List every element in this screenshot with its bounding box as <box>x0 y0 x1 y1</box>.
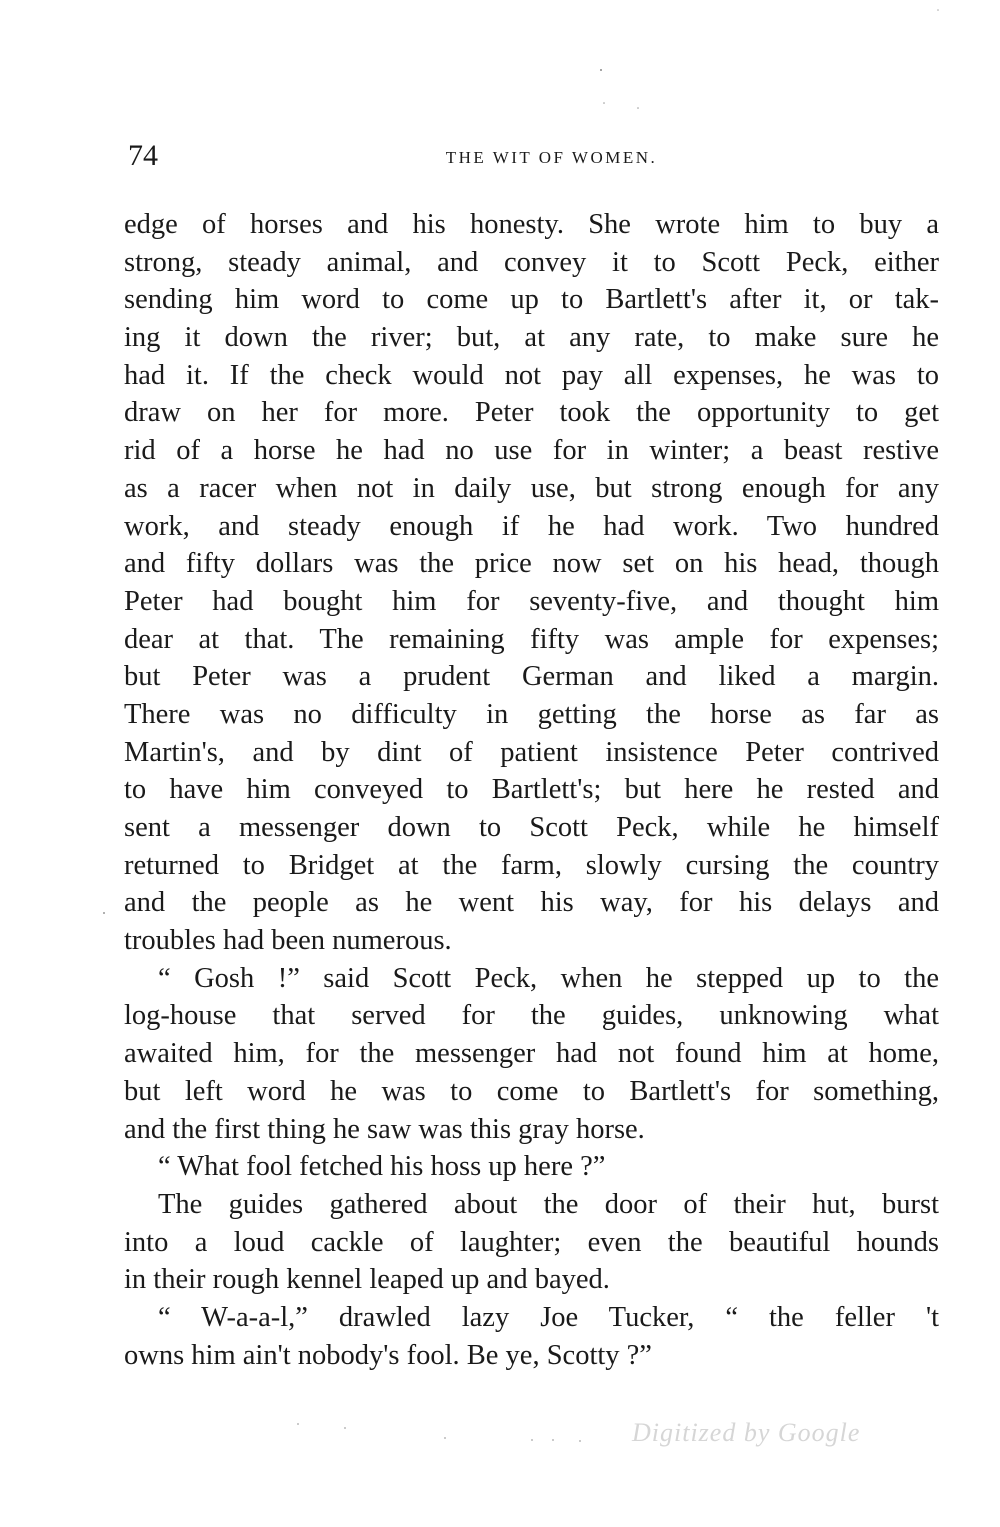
scan-speck <box>552 1439 554 1441</box>
text-line: and the people as he went his way, for his delays and <box>124 887 939 919</box>
text-line: edge of horses and his honesty. She wrote him to buy a <box>124 209 939 240</box>
scan-speck <box>637 107 639 109</box>
text-line: and the first thing he saw was this gray horse. <box>124 1113 645 1145</box>
body-text <box>124 206 939 1374</box>
page-header <box>124 136 939 176</box>
text-line: but Peter was a prudent German and liked a margin. <box>124 661 939 693</box>
scan-speck <box>103 912 105 914</box>
page-number: 74 <box>128 139 158 172</box>
scan-speck <box>937 9 939 11</box>
text-line: “ W-a-a-l,” drawled lazy Joe Tucker, “ the feller 't <box>158 1301 939 1333</box>
scan-speck <box>444 1437 446 1439</box>
text-line: strong, steady animal, and convey it to Scott Peck, either <box>124 246 939 278</box>
text-line: sending him word to come up to Bartlett's after it, or tak- <box>124 284 939 316</box>
text-line: awaited him, for the messenger had not found him at home, <box>124 1038 939 1070</box>
digitized-watermark: Digitized by Google <box>632 1418 861 1447</box>
text-line: The guides gathered about the door of their hut, burst <box>158 1188 939 1220</box>
text-line: had it. If the check would not pay all expenses, he was to <box>124 359 939 391</box>
scan-speck <box>531 1439 533 1441</box>
text-line: There was no difficulty in getting the horse as far as <box>124 698 939 730</box>
scan-speck <box>579 1440 581 1442</box>
text-line: dear at that. The remaining fifty was ample for expenses; <box>124 623 939 655</box>
scan-speck <box>344 1427 346 1429</box>
text-line: but left word he was to come to Bartlett's for something, <box>124 1075 939 1107</box>
scan-speck <box>600 69 602 71</box>
text-line: “ Gosh !” said Scott Peck, when he stepped up to the <box>158 962 939 994</box>
text-line: “ What fool fetched his hoss up here ?” <box>158 1151 606 1183</box>
text-line: in their rough kennel leaped up and bayed. <box>124 1264 610 1296</box>
running-title: THE WIT OF WOMEN. <box>445 148 658 167</box>
text-line: troubles had been numerous. <box>124 925 452 957</box>
text-line: and fifty dollars was the price now set on his head, though <box>124 548 939 580</box>
scan-speck <box>297 1423 299 1425</box>
text-line: to have him conveyed to Bartlett's; but here he rested and <box>124 774 939 806</box>
text-line: work, and steady enough if he had work. Two hundred <box>124 510 939 542</box>
text-line: as a racer when not in daily use, but strong enough for any <box>124 472 939 504</box>
text-line: rid of a horse he had no use for in winter; a beast restive <box>124 435 939 467</box>
text-line: owns him ain't nobody's fool. Be ye, Scotty ?” <box>124 1339 652 1371</box>
scan-speck <box>603 102 605 104</box>
text-line: sent a messenger down to Scott Peck, while he himself <box>124 812 939 843</box>
text-line: log-house that served for the guides, unknowing what <box>124 1000 939 1032</box>
text-line: Peter had bought him for seventy-five, and thought him <box>124 585 939 617</box>
text-line: into a loud cackle of laughter; even the beautiful hounds <box>124 1226 939 1258</box>
text-line: draw on her for more. Peter took the opportunity to get <box>124 397 939 429</box>
text-line: Martin's, and by dint of patient insistence Peter contrived <box>124 736 939 768</box>
text-line: ing it down the river; but, at any rate, to make sure he <box>124 322 939 354</box>
text-line: returned to Bridget at the farm, slowly cursing the country <box>124 849 939 881</box>
